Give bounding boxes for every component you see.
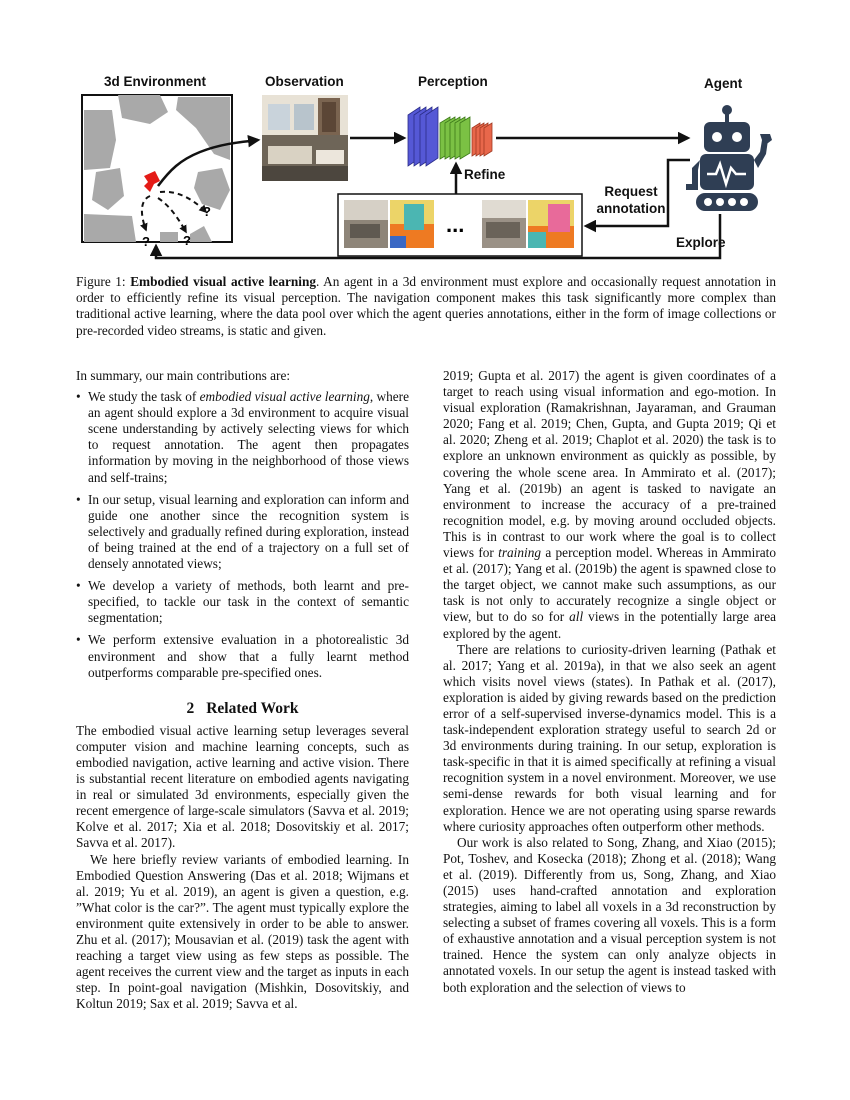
paragraph: We here briefly review variants of embodied learning. In Embodied Question Answering (Das et al. 2018; Wijmans et al. 2019; Yu et al. 2019), an agent is given a question, e.g. ”What color is the car?”. The agent must typically explore the environment quite extensively in order to be able to answer. Zhu et al. (2017); Mousavian et al. (2019) task the agent with reaching a target view using as few steps as possible. The agent receives the current view and the target as inputs in each step. In point-goal navigation (Mishkin, Dosovitskiy, and Koltun 2019; Sax et al. 2019; Savva et al.: [76, 851, 409, 1012]
contribution-item: • In our setup, visual learning and exploration can inform and guide one another since the recognition system is selectively and gradually refined during exploration, instead of being trained at the end of a trajectory on a full set of densely annotated views;: [76, 492, 409, 572]
left-column: [76, 368, 409, 1012]
annotated-views-box: [338, 194, 582, 256]
section-heading-related-work: 2 Related Work: [186, 699, 299, 717]
unknown-marker-3: ?: [183, 233, 191, 248]
label-agent: Agent: [704, 76, 743, 91]
unknown-marker-2: ?: [142, 234, 150, 249]
paragraph: Our work is also related to Song, Zhang, and Xiao (2015); Pot, Toshev, and Kosecka (2018); Zhong et al. (2018); Wang et al. (2019). Differently from us, Song, Zhang, and Xiao (2015) uses hand-crafted annotation and exploration strategies, aiming to label all voxels in a 3d reconstruction by selecting a subset of frames covering all voxels. This is a form of exhaustive annotation and a visual perception system is not trained. Hence the system can only analyze objects in annotated voxels. In our setup the agent is instead tasked with both exploration and the selection of views to: [443, 834, 776, 995]
contributions-intro: In summary, our main contributions are:: [76, 368, 291, 383]
label-perception: Perception: [418, 74, 488, 89]
right-column: [443, 368, 776, 996]
contribution-item: • We perform extensive evaluation in a photorealistic 3d environment and show that a fully learnt method outperforms comparable pre-specified ones.: [76, 632, 409, 680]
caption-title: Embodied visual active learning: [130, 274, 317, 289]
unknown-marker-1: ?: [203, 204, 211, 219]
contribution-item: • We study the task of embodied visual active learning, where an agent should explore a 3d environment to acquire visual scene understanding by actively selecting views for which to request annotation. The agent then propagates information by moving in the neighborhood of those views and self-trains;: [76, 389, 409, 486]
contribution-item: • We develop a variety of methods, both learnt and pre-specified, to tackle our task in the context of semantic segmentation;: [76, 578, 409, 626]
figure-caption: Figure 1: Embodied visual active learning. An agent in a 3d environment must explore and occasionally request annotation in order to efficiently refine its visual perception. The navigation component makes this task significantly more complex than traditional active learning, where the data pool over which the agent queries annotations, either in the form of image collections or pre-recorded video streams, is static and given.: [76, 274, 776, 338]
paragraph: 2019; Gupta et al. 2017) the agent is given coordinates of a target to reach using visual information and ego-motion. In visual exploration (Ramakrishnan, Jayaraman, and Grauman 2020; Fang et al. 2019; Chen, Gupta, and Gupta 2019; Qi et al. 2020; Zheng et al. 2019; Chaplot et al. 2020) the task is to explore an unknown environment as quickly as possible, by covering the whole scene area. In Ammirato et al. (2017); Yang et al. (2019b) an agent is tasked to navigate an environment to increase the accuracy of a pre-trained recognition model, e.g. by moving around occluded objects. This is in contrast to our work where the goal is to collect views for training a perception model. Whereas in Ammirato et al. (2017); Yang et al. (2019b) the agent is spawned close to the target object, we cannot make such assumptions, as our task is not only to accurately recognize a single object or view, but to do so for all views in the potentially large area explored by the agent.: [443, 368, 776, 641]
robot-agent-icon: [686, 105, 772, 211]
perception-network: [408, 107, 492, 166]
observation-image: [262, 95, 348, 181]
contributions-list: [76, 389, 409, 681]
label-observation: Observation: [265, 74, 344, 89]
label-3d-environment: 3d Environment: [104, 74, 207, 89]
label-explore: Explore: [676, 235, 726, 250]
label-refine: Refine: [464, 167, 506, 182]
paragraph: There are relations to curiosity-driven learning (Pathak et al. 2017; Yang et al. 2019a), in that we also seek an agent which visits novel views (states). In Pathak et al. (2017), exploration is aided by giving rewards based on the prediction error of a self-supervised inverse-dynamics model. This is a task-independent exploration strategy useful to search 2d or 3d environments during training. In our setup, exploration is task-specific in that it is aimed specifically at refining a visual recognition system in a novel environment. Moreover, we use semi-dense rewards for both visual learning and for exploration. Hence we are not operating using sparse rewards where curiosity approaches often outperform other methods.: [443, 641, 776, 834]
environment-map: [82, 95, 232, 249]
views-ellipsis: ...: [446, 212, 465, 237]
figure-1-diagram: [0, 0, 850, 270]
paragraph: The embodied visual active learning setup leverages several computer vision and machine learning concepts, such as embodied navigation, active learning and active vision. There is substantial recent literature on embodied agents navigating in real or simulated 3d environments, especially given the recent emergence of large-scale simulators (Savva et al. 2019; Kolve et al. 2017; Xia et al. 2018; Dosovitskiy et al. 2017; Savva et al. 2017).: [76, 722, 409, 851]
label-request-annotation: Request annotation: [596, 184, 666, 216]
